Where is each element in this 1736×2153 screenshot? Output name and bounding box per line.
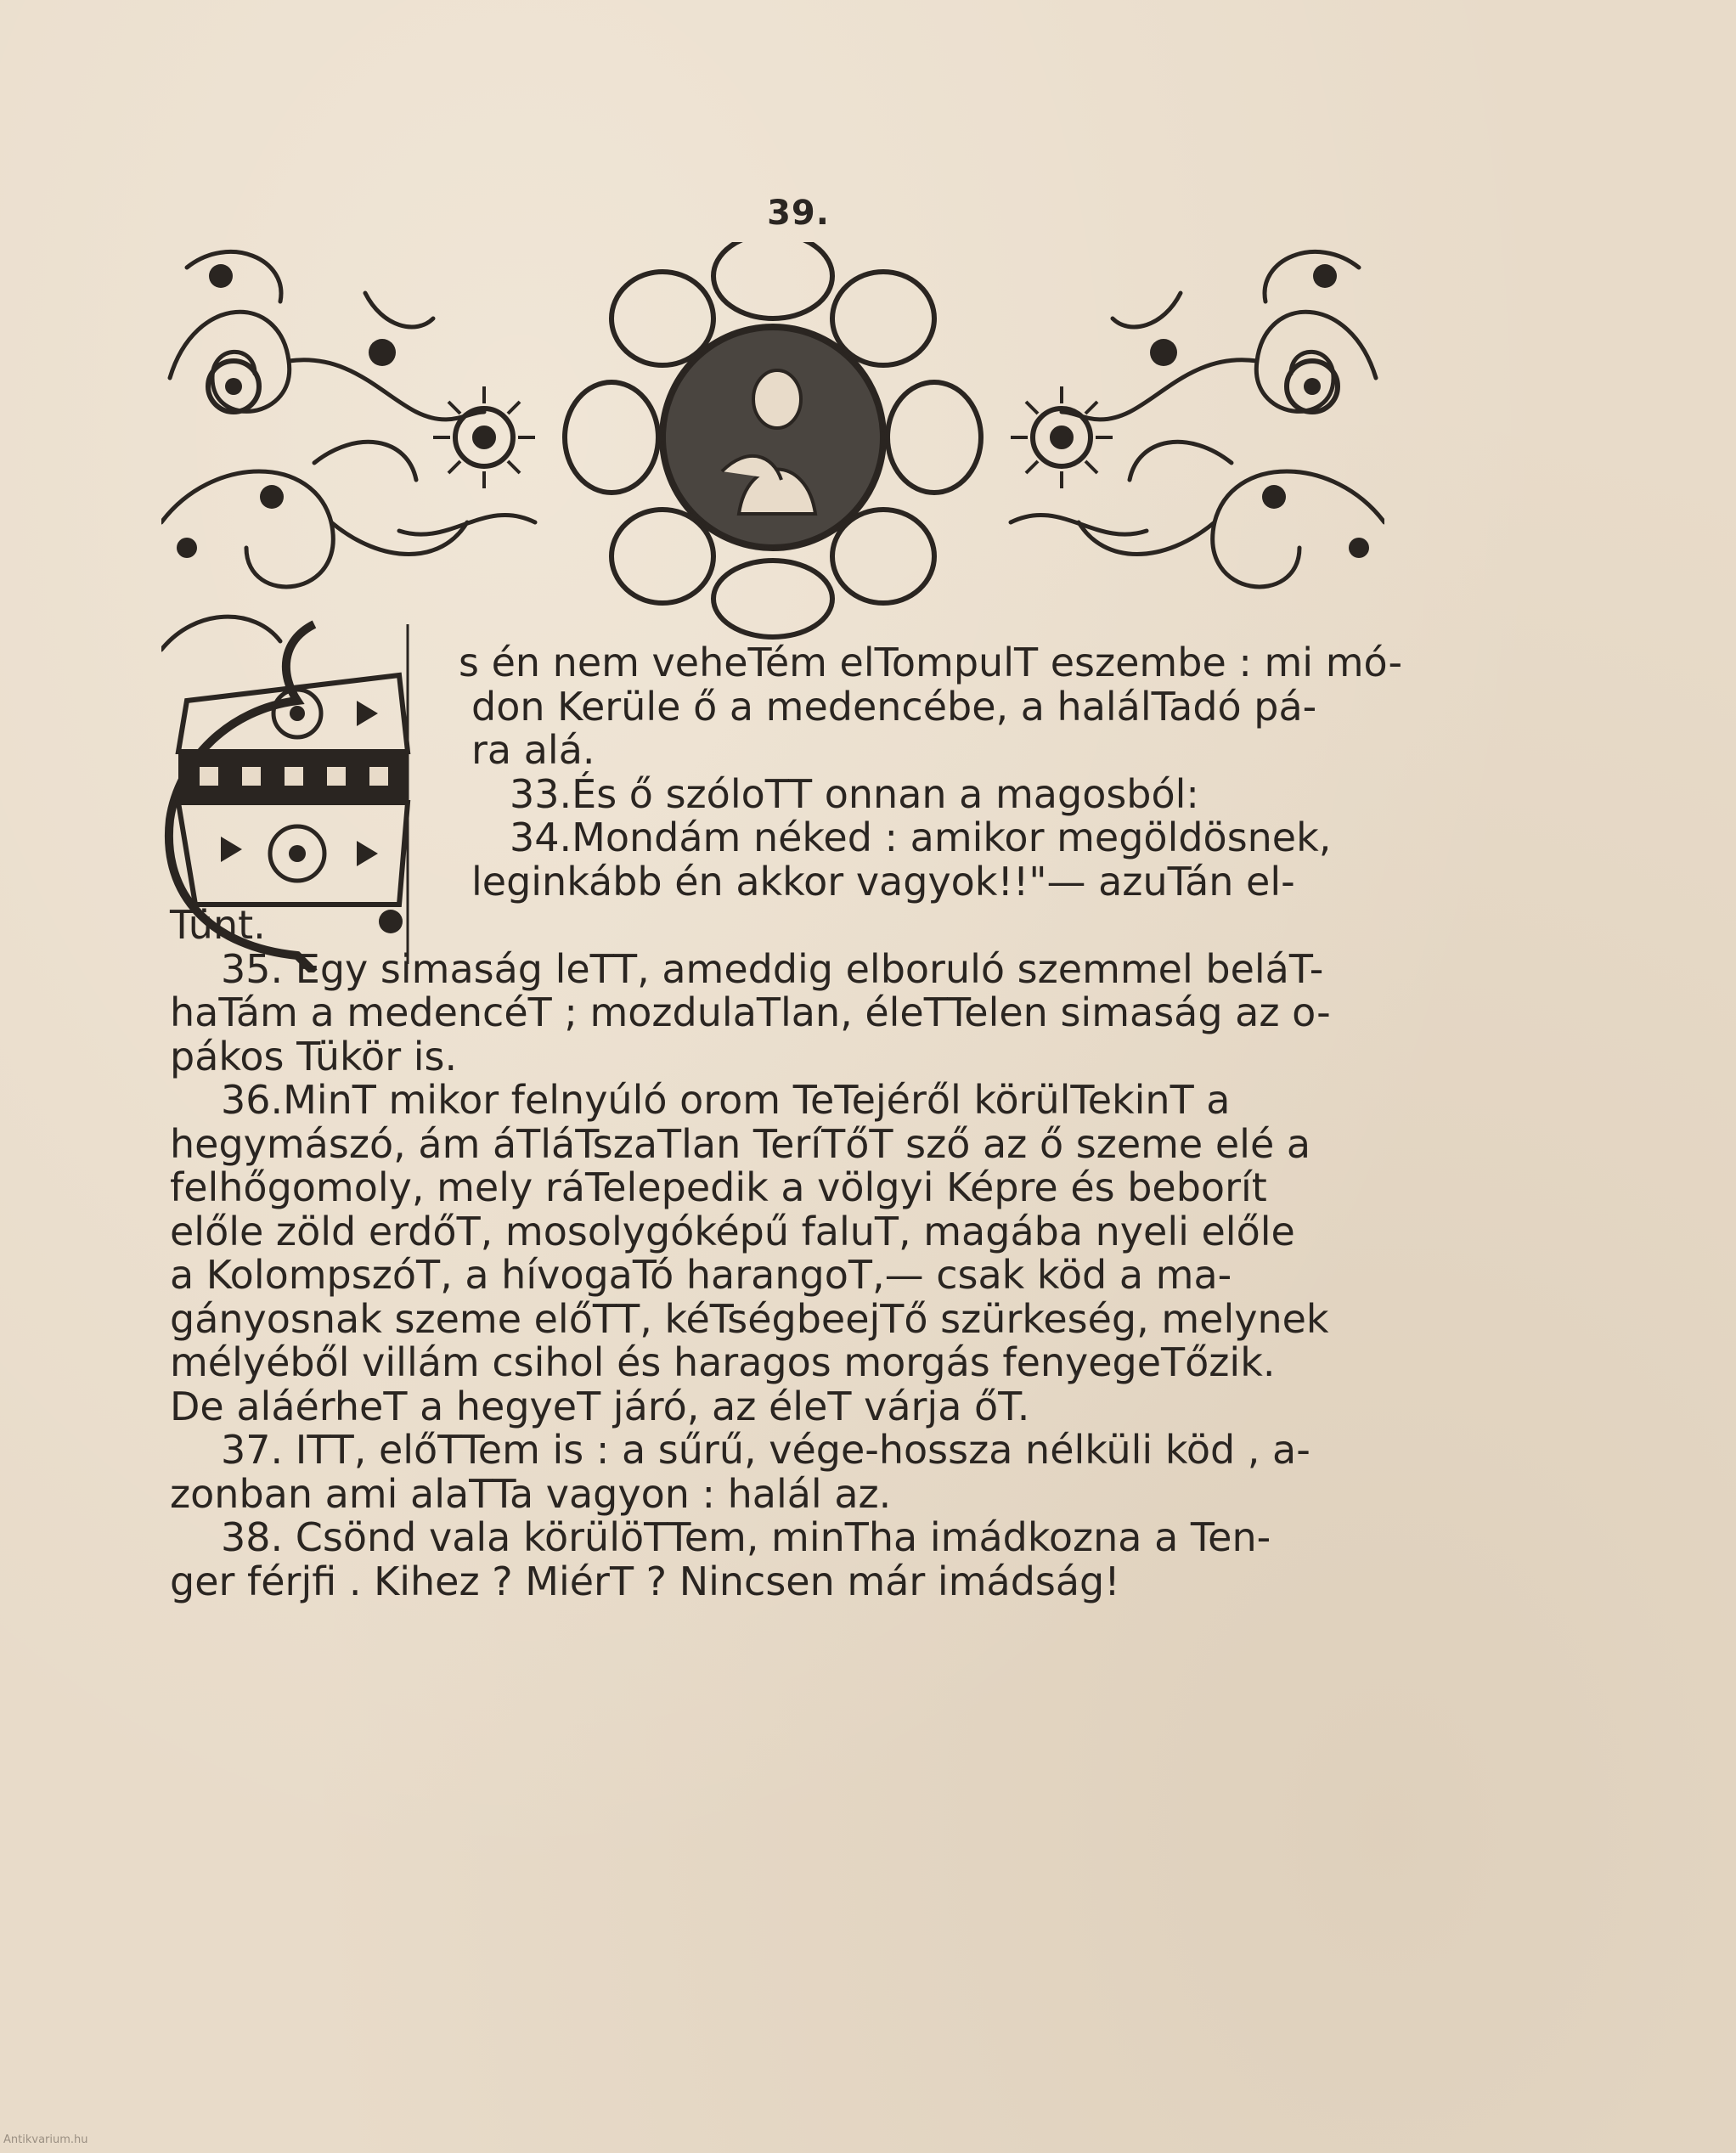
text-line: pákos Tükör is. <box>170 1033 458 1079</box>
text-line: don Kerüle ő a medencébe, a halálTadó pá- <box>471 683 1317 730</box>
text-line: 38. Csönd vala körülöTTem, minTha imádkozna a Ten- <box>221 1514 1271 1560</box>
text-line: leginkább én akkor vagyok!!"— azuTán el- <box>471 858 1295 905</box>
text-line: De aláérheT a hegyeT járó, az éleT várja őT. <box>170 1383 1030 1429</box>
text-line: ra alá. <box>471 727 595 773</box>
page-number: 39. <box>767 194 830 233</box>
footer-watermark: Antikvarium.hu <box>3 2133 88 2146</box>
text-line: a KolompszóT, a hívogaTó harangoT,— csak köd a ma- <box>170 1252 1232 1298</box>
text-line: ger férjfi . Kihez ? MiérT ? Nincsen már imádság! <box>170 1558 1120 1604</box>
text-line: zonban ami alaTTa vagyon : halál az. <box>170 1470 892 1517</box>
text-line: 36.MinT mikor felnyúló orom TeTejéről körülTekinT a <box>221 1077 1231 1123</box>
text-line: 35. Egy simaság leTT, ameddig elboruló szemmel beláT- <box>221 945 1324 992</box>
text-line: 33.És ő szóloTT onnan a magosból: <box>510 770 1199 817</box>
text-line: 34.Mondám néked : amikor megöldösnek, <box>510 814 1332 860</box>
text-line: gányosnak szeme előTT, kéTségbeejTő szürkeség, melynek <box>170 1295 1329 1342</box>
text-line: előle zöld erdőT, mosolygóképű faluT, magába nyeli előle <box>170 1208 1295 1254</box>
text-line: felhőgomoly, mely ráTelepedik a völgyi Képre és beborít <box>170 1164 1267 1210</box>
body-text <box>170 640 1403 1604</box>
text-line: hegymászó, ám áTláTszaTlan TeríTőT sző az ő szeme elé a <box>170 1120 1311 1167</box>
text-line: s én nem veheTém elTompulT eszembe : mi mó- <box>459 640 1403 685</box>
text-line: 37. ITT, előTTem is : a sűrű, vége-hossza nélküli köd , a- <box>221 1427 1310 1473</box>
text-line: Tünt. <box>170 902 266 948</box>
text-line: mélyéből villám csihol és haragos morgás fenyegeTőzik. <box>170 1339 1276 1385</box>
text-line: haTám a medencéT ; mozdulaTlan, éleTTelen simaság az o- <box>170 989 1331 1035</box>
